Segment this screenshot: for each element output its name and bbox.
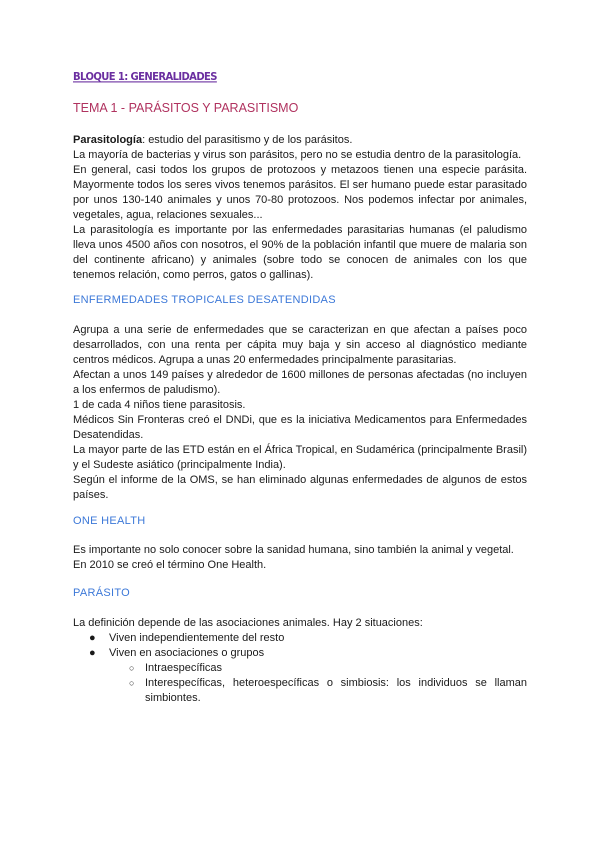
bullet-icon: ● — [89, 632, 96, 644]
etd-heading: ENFERMEDADES TROPICALES DESATENDIDAS — [73, 294, 336, 306]
parasito-paragraph: La definición depende de las asociaciones animales. Hay 2 situaciones: — [73, 617, 423, 629]
etd-paragraph: Afectan a unos 149 países y alrededor de 1600 millones de personas afectadas (no incluyen a los enfermos de paludismo). — [73, 369, 527, 396]
one-health-paragraph: Es importante no solo conocer sobre la sanidad humana, sino también la animal y vegetal. — [73, 544, 514, 556]
circle-bullet-icon: ○ — [129, 663, 135, 673]
term-parasitologia: Parasitología — [73, 134, 143, 146]
list-item: ● Viven en asociaciones o grupos — [89, 647, 265, 659]
one-health-section — [73, 543, 527, 573]
one-health-heading: ONE HEALTH — [73, 515, 146, 527]
intro-section — [73, 133, 527, 283]
bullet-icon: ● — [89, 647, 96, 659]
parasito-bullet-list — [73, 631, 527, 706]
list-item: ○ Intraespecíficas — [129, 662, 223, 674]
list-item: ○ Interespecíficas, heteroespecíficas o simbiosis: los individuos se llaman simbiontes. — [129, 677, 527, 704]
one-health-paragraph: En 2010 se creó el término One Health. — [73, 559, 267, 571]
etd-section — [73, 323, 527, 503]
tema-title: TEMA 1 - PARÁSITOS Y PARASITISMO — [73, 101, 299, 115]
etd-paragraph: Agrupa a una serie de enfermedades que se caracterizan en que afectan a países poco desarrollados, con una renta per cápita muy baja y sin acceso al diagnóstico mediante centros médicos. Agrupa a unas 20 enfermedades principalmente parasitarias. — [73, 324, 527, 366]
intro-paragraph: La mayoría de bacterias y virus son parásitos, pero no se estudia dentro de la parasitología. — [73, 149, 522, 161]
intro-paragraph: La parasitología es importante por las enfermedades parasitarias humanas (el paludismo lleva unos 4500 años con nosotros, el 90% de la población infantil que muere de malaria son del continente africano) y animales (sobre todo se conocen de animales con los que tenemos relación, como perros, gatos o gallinas). — [73, 224, 527, 281]
etd-paragraph: La mayor parte de las ETD están en el África Tropical, en Sudamérica (principalmente Brasil) y el Sudeste asiático (principalmente India). — [73, 444, 527, 471]
intro-paragraph: En general, casi todos los grupos de protozoos y metazoos tienen una especie parásita. Mayormente todos los seres vivos tenemos parásitos. El ser humano puede estar parasitado por unos 130-140 animales y unos 70-80 protozoos. Nos podemos infectar por animales, vegetales, agua, relaciones sexuales... — [73, 164, 527, 221]
etd-paragraph: 1 de cada 4 niños tiene parasitosis. — [73, 399, 246, 411]
intro-definition: Parasitología: estudio del parasitismo y de los parásitos. — [73, 134, 353, 146]
block-title: BLOQUE 1: GENERALIDADES — [73, 71, 217, 84]
parasito-intro — [73, 616, 527, 631]
parasito-heading: PARÁSITO — [73, 587, 131, 599]
list-item: ● Viven independientemente del resto — [89, 632, 285, 644]
etd-paragraph: Médicos Sin Fronteras creó el DNDi, que es la iniciativa Medicamentos para Enfermedades Desatendidas. — [73, 414, 527, 441]
etd-paragraph: Según el informe de la OMS, se han eliminado algunas enfermedades de algunos de estos países. — [73, 474, 527, 501]
circle-bullet-icon: ○ — [129, 678, 135, 688]
